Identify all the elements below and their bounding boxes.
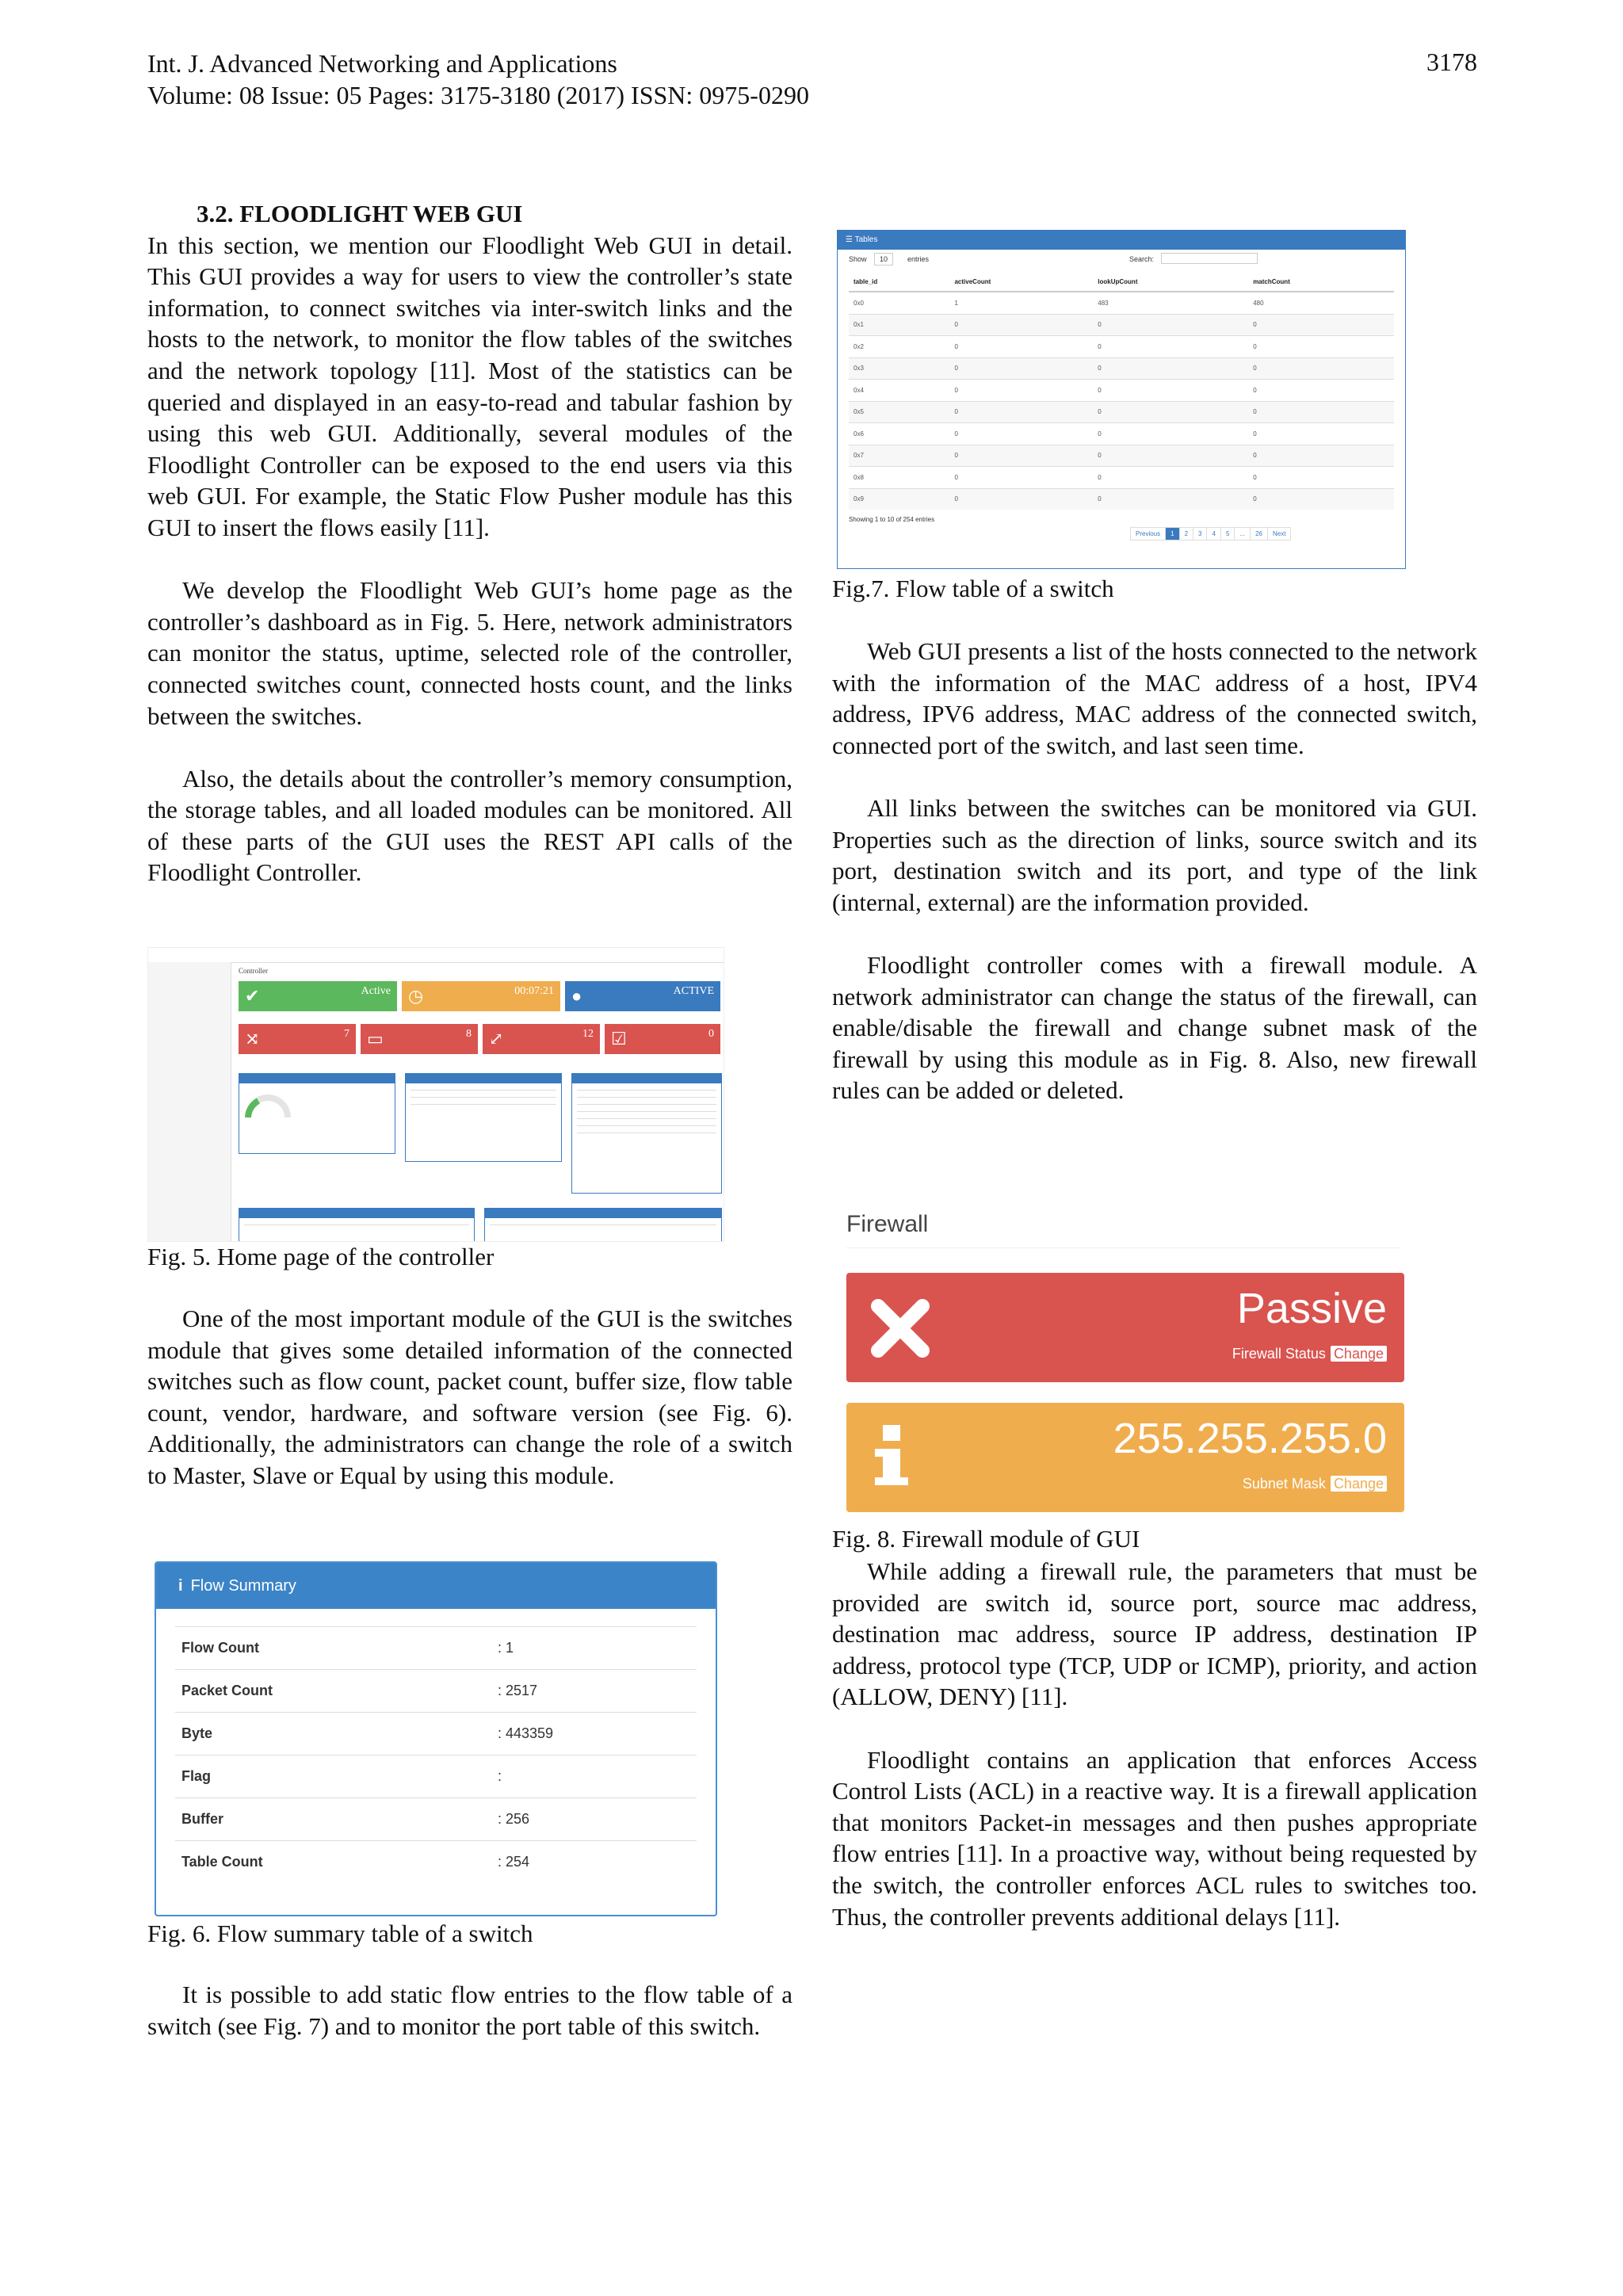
tile-role — [565, 981, 720, 1011]
table-cell: 0 — [1093, 357, 1248, 380]
flow-summary-header — [156, 1563, 716, 1609]
dashboard-main — [235, 962, 724, 1241]
entries-label: entries — [907, 255, 930, 263]
row-key: Buffer — [175, 1798, 491, 1841]
flow-summary-row — [175, 1670, 697, 1713]
journal-name: Int. J. Advanced Networking and Applications — [147, 49, 617, 78]
flow-summary-row — [175, 1755, 697, 1798]
table-cell: 0 — [1093, 423, 1248, 445]
table-cell: 0 — [1248, 336, 1394, 358]
firewall-title: Firewall — [846, 1211, 929, 1237]
firewall-status-label: Firewall Status — [1232, 1346, 1326, 1362]
change-status-button[interactable]: Change — [1331, 1346, 1387, 1362]
row-key: Table Count — [175, 1841, 491, 1884]
close-icon — [869, 1297, 932, 1360]
table-cell: 0 — [1248, 423, 1394, 445]
tile-value: 12 — [582, 1028, 594, 1040]
table-cell: 0 — [1093, 380, 1248, 402]
tile-value: ACTIVE — [673, 985, 714, 997]
table-cell: 0x7 — [849, 445, 949, 467]
row-value: : 1 — [491, 1627, 697, 1670]
table-cell: 0x0 — [849, 292, 949, 314]
tile-other — [605, 1024, 720, 1054]
left-column-top — [147, 198, 792, 888]
laptop-icon: ▭ — [367, 1029, 384, 1049]
paragraph: Web GUI presents a list of the hosts connected to the network with the information of the MAC address of a host, IPV4 address, IPV6 address, MAC address of the connected switch, connected port of the switch, and last seen time. — [832, 637, 1477, 759]
row-value: : 254 — [491, 1841, 697, 1884]
row-value: : 256 — [491, 1798, 697, 1841]
table-cell: 0 — [949, 336, 1093, 358]
paragraph: All links between the switches can be monitored via GUI. Properties such as the direction of links, source switch and its port, destination switch and its port, and type of the link (internal, external) are the information provided. — [832, 793, 1477, 916]
table-cell: 0 — [1093, 488, 1248, 510]
page-button[interactable]: 4 — [1206, 527, 1220, 541]
table-cell: 0 — [1093, 336, 1248, 358]
shuffle-icon: ⤨ — [245, 1029, 260, 1049]
table-cell: 0 — [1248, 357, 1394, 380]
figure-flow-summary — [155, 1561, 717, 1916]
panel-hosts — [484, 1208, 722, 1242]
table-cell: 0 — [949, 488, 1093, 510]
table-cell: 483 — [1093, 292, 1248, 314]
table-cell: 0 — [1093, 467, 1248, 489]
table-cell: 0x8 — [849, 467, 949, 489]
paragraph: In this section, we mention our Floodlight Web GUI in detail. This GUI provides a way for users to view the controller’s state information, to connect switches via inter-switch links and the hosts to the network, to monitor the flow tables of the switches and the network topology [11]. Most of the statistics can be queried and displayed in an easy-to-read and tabular fashion by using this web GUI. Additionally, several modules of the Floodlight Controller can be exposed to the end users via this web GUI. For example, the Static Flow Pusher module has this GUI to insert the flows easily [11]. — [147, 231, 792, 541]
table-cell: 0 — [1248, 380, 1394, 402]
row-key: Flow Count — [175, 1627, 491, 1670]
table-info: Showing 1 to 10 of 254 entries — [849, 516, 935, 523]
firewall-status-line — [1232, 1346, 1387, 1362]
page-button[interactable]: Next — [1267, 527, 1291, 541]
paragraph: While adding a firewall rule, the parameters that must be provided are switch id, source port, source mac address, destination mac address, source IP address, destination IP address, protocol type (TCP, UDP or ICMP), priority, and action (ALLOW, DENY) [11]. — [832, 1557, 1477, 1711]
flow-summary-row — [175, 1627, 697, 1670]
page-button[interactable]: 1 — [1165, 527, 1179, 541]
tile-value: 8 — [466, 1028, 472, 1040]
table-cell: 0 — [949, 423, 1093, 445]
table-cell: 1 — [949, 292, 1093, 314]
table-cell: 0 — [1248, 314, 1394, 336]
panel-modules — [571, 1073, 722, 1194]
subnet-mask-box — [846, 1403, 1404, 1512]
tile-status — [239, 981, 397, 1011]
page-button[interactable]: Previous — [1130, 527, 1166, 541]
tile-switches — [239, 1024, 356, 1054]
paragraph: One of the most important module of the GUI is the switches module that gives some detailed information of the connected switches such as flow count, packet count, buffer size, flow table count, vendor, hardware, and software version (see Fig. 6). Additionally, the administrators can change the role of a switch to Master, Slave or Equal by using this module. — [147, 1305, 792, 1489]
table-cell: 0 — [949, 401, 1093, 423]
figure-flow-table — [837, 230, 1406, 569]
column-header[interactable]: activeCount — [949, 272, 1093, 292]
row-value: : 2517 — [491, 1670, 697, 1713]
panel-switches — [239, 1208, 475, 1242]
tile-uptime — [402, 981, 560, 1011]
flow-summary-row — [175, 1841, 697, 1884]
table-row — [849, 423, 1394, 445]
table-cell: 0 — [949, 380, 1093, 402]
table-cell: 0 — [1248, 488, 1394, 510]
column-header[interactable]: table_id — [849, 272, 949, 292]
page-button[interactable]: 26 — [1250, 527, 1268, 541]
firewall-status-box — [846, 1273, 1404, 1382]
paragraph: Floodlight contains an application that enforces Access Control Lists (ACL) in a reactive way. It is a firewall application that monitors Packet-in messages and then pushes appropriate flow entries [11]. In a proactive way, without being requested by the switch, the controller enforces ACL rules to switches too. Thus, the controller prevents additional delays [11]. — [832, 1745, 1477, 1931]
tile-value: 00:07:21 — [514, 985, 554, 997]
user-icon: ● — [571, 986, 582, 1006]
flow-summary-row — [175, 1713, 697, 1755]
memory-gauge — [244, 1090, 292, 1121]
page-button[interactable]: ... — [1234, 527, 1251, 541]
subnet-mask-label: Subnet Mask — [1242, 1476, 1326, 1492]
clock-icon: ◷ — [408, 986, 424, 1006]
change-subnet-button[interactable]: Change — [1331, 1476, 1387, 1492]
row-value: : 443359 — [491, 1713, 697, 1755]
tile-links — [483, 1024, 600, 1054]
row-value: : — [491, 1755, 697, 1798]
running-header — [147, 48, 809, 111]
info-icon — [873, 1422, 921, 1493]
right-column-top — [832, 636, 1477, 1106]
page-number: 3178 — [1426, 48, 1477, 76]
tables-title: Tables — [854, 235, 878, 244]
entries-select[interactable]: 10 — [874, 253, 893, 266]
flow-table — [849, 272, 1394, 510]
table-cell: 0x9 — [849, 488, 949, 510]
pagination — [1131, 527, 1291, 541]
volume-info: Volume: 08 Issue: 05 Pages: 3175-3180 (2017) ISSN: 0975-0290 — [147, 81, 809, 109]
tile-value: Active — [361, 985, 391, 997]
panel-memory — [239, 1073, 395, 1154]
table-cell: 0x6 — [849, 423, 949, 445]
table-row — [849, 401, 1394, 423]
page-button[interactable]: 3 — [1193, 527, 1207, 541]
table-row — [849, 488, 1394, 510]
list-icon: ☰ — [846, 235, 853, 244]
search-label: Search: — [1129, 255, 1155, 263]
dashboard-topbar — [148, 948, 724, 963]
tile-hosts — [361, 1024, 478, 1054]
row-key: Packet Count — [175, 1670, 491, 1713]
table-cell: 0 — [949, 467, 1093, 489]
check-icon: ✔ — [245, 986, 260, 1006]
table-cell: 0 — [1093, 314, 1248, 336]
left-column-middle — [147, 1303, 792, 1492]
subnet-mask-value: 255.255.255.0 — [1113, 1415, 1387, 1462]
paragraph: Also, the details about the controller’s memory consumption, the storage tables, and all loaded modules can be monitored. All of these parts of the GUI uses the REST API calls of the Floodlight Controller. — [147, 764, 792, 887]
table-row — [849, 380, 1394, 402]
show-label: Show — [849, 255, 867, 263]
paragraph: Floodlight controller comes with a firewall module. A network administrator can change the status of the firewall, can enable/disable the firewall and change subnet mask of the firewall by using this module as in Fig. 8. Also, new firewall rules can be added or deleted. — [832, 950, 1477, 1105]
table-cell: 0 — [949, 357, 1093, 380]
paragraph: It is possible to add static flow entries to the flow table of a switch (see Fig. 7) and to monitor the port table of this switch. — [147, 1981, 792, 2040]
table-cell: 0x1 — [849, 314, 949, 336]
table-cell: 0 — [1093, 401, 1248, 423]
table-cell: 0 — [1248, 467, 1394, 489]
table-cell: 0 — [1093, 445, 1248, 467]
flow-summary-table — [175, 1626, 697, 1883]
table-cell: 480 — [1248, 292, 1394, 314]
table-controls — [838, 250, 1405, 269]
table-row — [849, 357, 1394, 380]
figure-controller-dashboard — [147, 947, 724, 1242]
table-cell: 0x2 — [849, 336, 949, 358]
tile-value: 7 — [344, 1028, 349, 1040]
table-cell: 0x4 — [849, 380, 949, 402]
column-header[interactable]: matchCount — [1248, 272, 1394, 292]
checkbox-icon: ☑ — [611, 1029, 627, 1049]
table-row — [849, 314, 1394, 336]
right-column-bottom — [832, 1556, 1477, 1932]
row-key: Flag — [175, 1755, 491, 1798]
table-row — [849, 292, 1394, 314]
panel-storage — [405, 1073, 562, 1162]
table-cell: 0 — [949, 445, 1093, 467]
figure-caption: Fig.7. Flow table of a switch — [832, 575, 1114, 602]
table-cell: 0x3 — [849, 357, 949, 380]
table-row — [849, 445, 1394, 467]
paragraph: We develop the Floodlight Web GUI’s home page as the controller’s dashboard as in Fig. 5. Here, network administrators can monitor the status, uptime, selected role of the controller, connected switches count, connected hosts count, and the links between the switches. — [147, 576, 792, 730]
table-row — [849, 467, 1394, 489]
flow-summary-row — [175, 1798, 697, 1841]
search-input[interactable] — [1161, 253, 1258, 264]
page-button[interactable]: 5 — [1220, 527, 1235, 541]
dashboard-title: Controller — [239, 967, 268, 975]
left-column-bottom — [147, 1979, 792, 2042]
table-cell: 0 — [1248, 401, 1394, 423]
figure-caption: Fig. 8. Firewall module of GUI — [832, 1525, 1140, 1553]
table-cell: 0x5 — [849, 401, 949, 423]
table-cell: 0 — [949, 314, 1093, 336]
column-header[interactable]: lookUpCount — [1093, 272, 1248, 292]
subnet-mask-line — [1243, 1476, 1387, 1492]
tile-value: 0 — [708, 1028, 714, 1040]
page-button[interactable]: 2 — [1179, 527, 1193, 541]
dashboard-sidebar — [148, 962, 231, 1241]
expand-icon: ⤢ — [489, 1029, 504, 1049]
row-key: Byte — [175, 1713, 491, 1755]
figure-caption: Fig. 6. Flow summary table of a switch — [147, 1920, 533, 1947]
figure-caption: Fig. 5. Home page of the controller — [147, 1243, 495, 1270]
section-heading: 3.2. FLOODLIGHT WEB GUI — [197, 200, 523, 227]
table-row — [849, 336, 1394, 358]
firewall-status-value: Passive — [1236, 1285, 1387, 1332]
flow-summary-title: Flow Summary — [190, 1577, 296, 1595]
table-cell: 0 — [1248, 445, 1394, 467]
tables-header — [838, 231, 1405, 250]
info-icon: i — [178, 1577, 183, 1595]
figure-firewall — [835, 1203, 1414, 1520]
